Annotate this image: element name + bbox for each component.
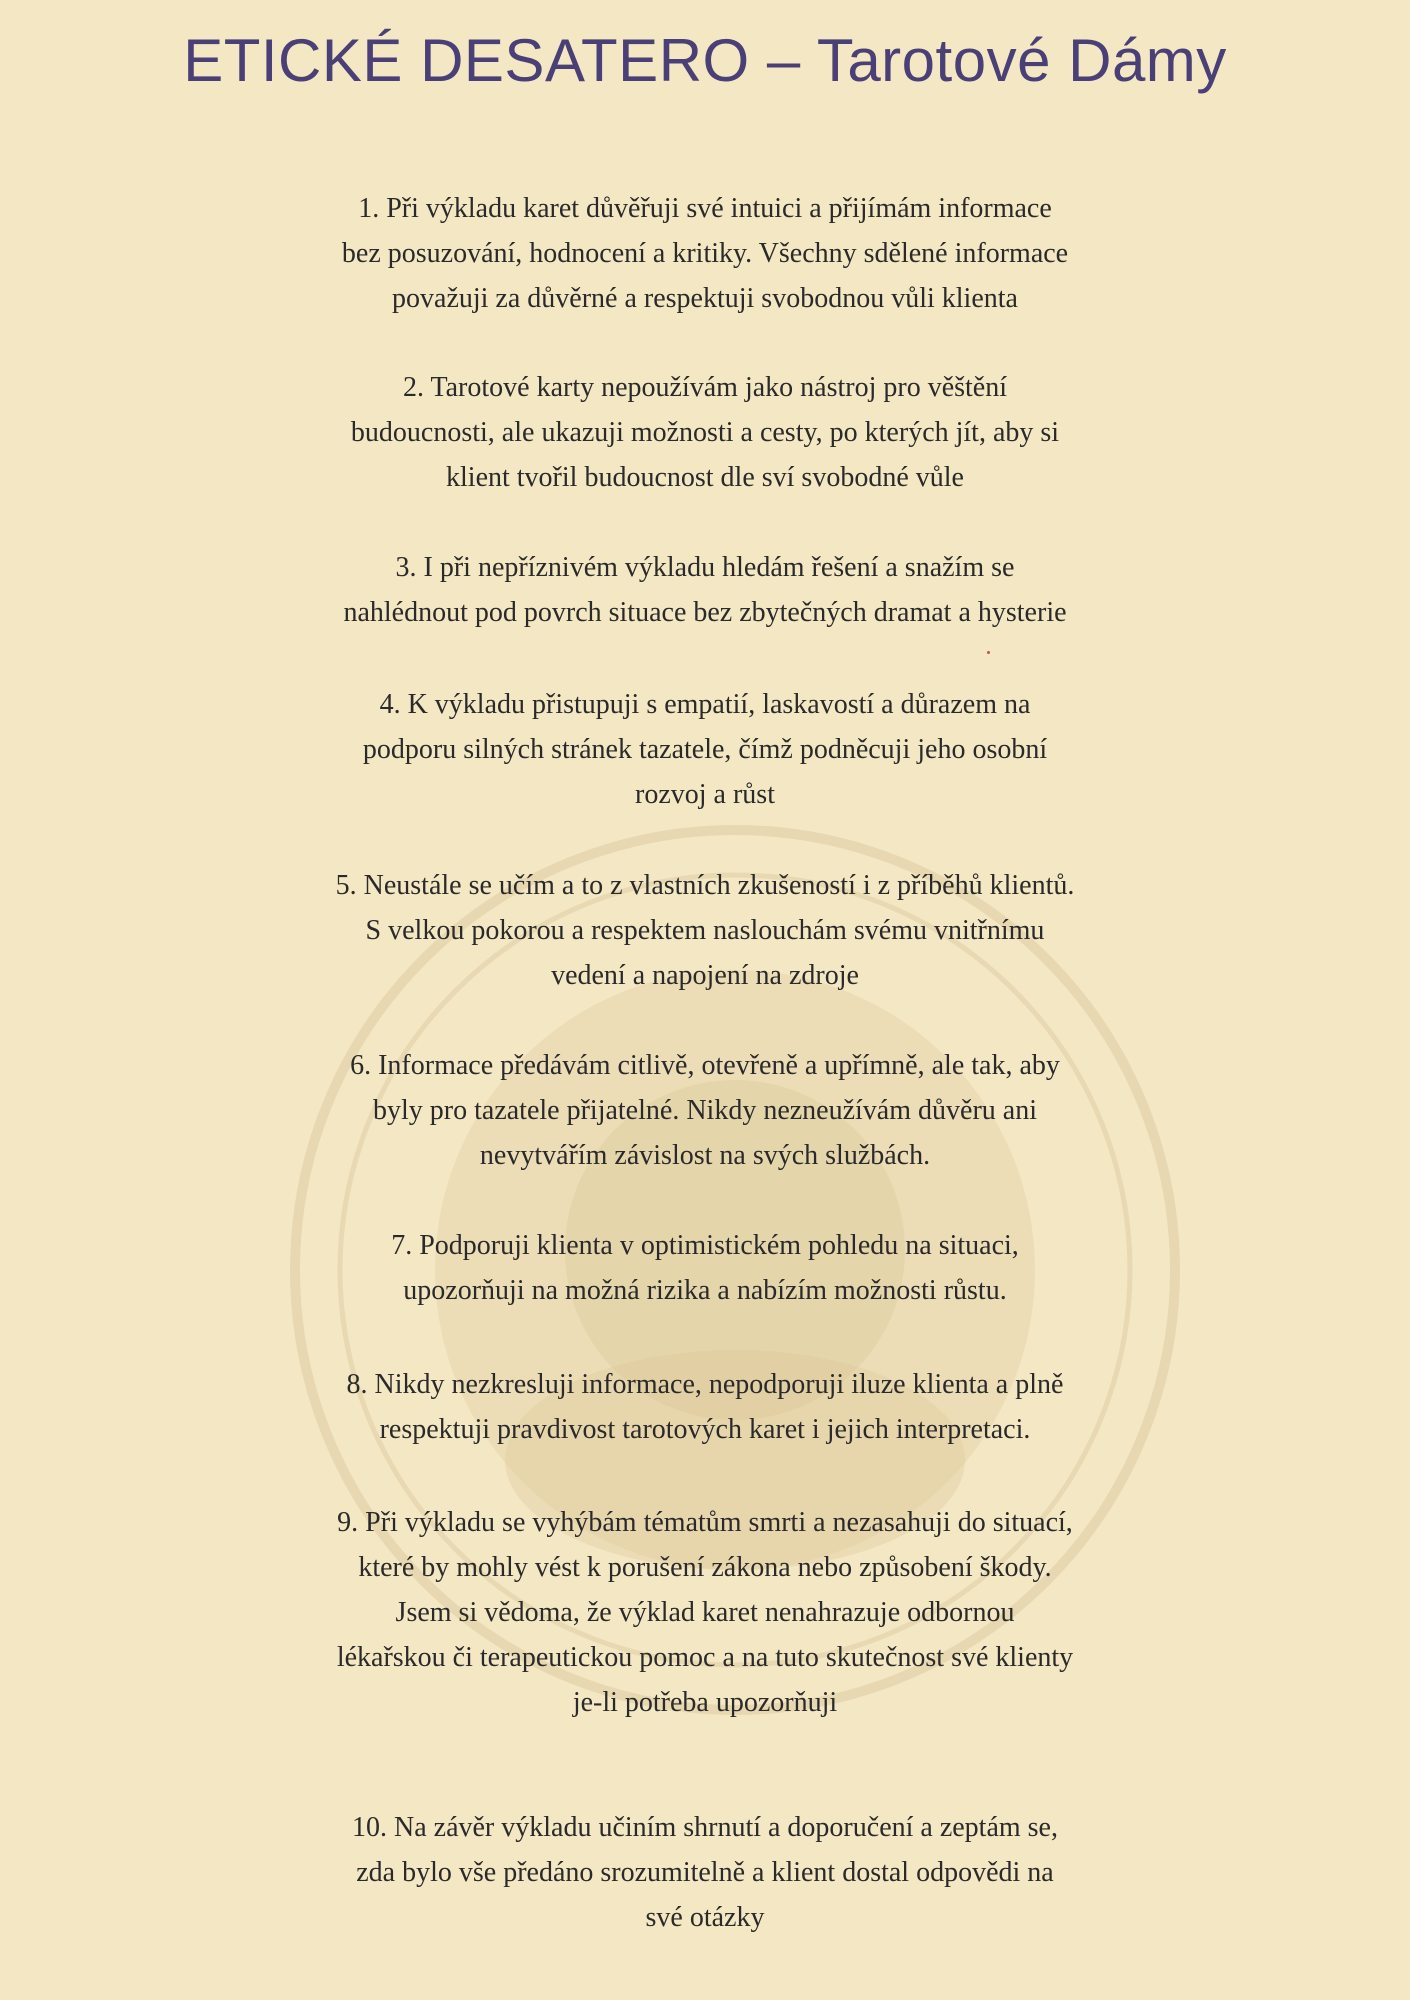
rule-8-line-2: respektuji pravdivost tarotových karet i jejich interpretaci.: [379, 1414, 1031, 1445]
rule-4-line-3: rozvoj a růst: [635, 779, 775, 810]
rule-8-line-1: 8. Nikdy nezkresluji informace, nepodporuji iluze klienta a plně: [346, 1369, 1064, 1400]
rule-5-line-1: 5. Neustále se učím a to z vlastních zkušeností i z příběhů klientů.: [335, 870, 1075, 901]
rule-4-line-2: podporu silných stránek tazatele, čímž podněcuji jeho osobní: [362, 734, 1048, 765]
rule-4-line-1: 4. K výkladu přistupuji s empatií, laskavostí a důrazem na: [379, 689, 1031, 720]
rule-7-line-2: upozorňuji na možná rizika a nabízím možnosti růstu.: [403, 1275, 1007, 1306]
rule-7-line-1: 7. Podporuji klienta v optimistickém pohledu na situaci,: [391, 1230, 1019, 1261]
rule-2-line-2: budoucnosti, ale ukazuji možnosti a cesty, po kterých jít, aby si: [350, 417, 1060, 448]
stray-dot: [987, 651, 990, 654]
page-title: ETICKÉ DESATERO – Tarotové Dámy: [183, 27, 1227, 94]
rule-6: [0, 1043, 1410, 1178]
rule-2: [0, 365, 1410, 500]
rule-10-line-2: zda bylo vše předáno srozumitelně a klient dostal odpovědi na: [356, 1857, 1054, 1888]
rule-9: [0, 1500, 1410, 1725]
rule-9-line-5: je-li potřeba upozorňuji: [572, 1687, 838, 1718]
rule-9-line-4: lékařskou či terapeutickou pomoc a na tuto skutečnost své klienty: [336, 1642, 1074, 1673]
rule-10: [0, 1805, 1410, 1940]
rule-6-line-1: 6. Informace předávám citlivě, otevřeně a upřímně, ale tak, aby: [350, 1050, 1060, 1081]
rule-1-line-3: považuji za důvěrné a respektuji svobodnou vůli klienta: [392, 283, 1018, 314]
rule-1: [0, 186, 1410, 321]
rule-10-line-3: své otázky: [645, 1902, 765, 1933]
rule-1-line-1: 1. Při výkladu karet důvěřuji své intuici a přijímám informace: [358, 193, 1052, 224]
rule-2-line-1: 2. Tarotové karty nepoužívám jako nástroj pro věštění: [402, 372, 1008, 403]
rule-1-line-2: bez posuzování, hodnocení a kritiky. Všechny sdělené informace: [341, 238, 1069, 269]
rule-7: [0, 1223, 1410, 1313]
rule-3: [0, 545, 1410, 635]
rule-3-line-2: nahlédnout pod povrch situace bez zbytečných dramat a hysterie: [343, 597, 1067, 628]
rule-4: [0, 682, 1410, 817]
rule-9-line-3: Jsem si vědoma, že výklad karet nenahrazuje odbornou: [395, 1597, 1015, 1628]
rule-3-line-1: 3. I při nepříznivém výkladu hledám řešení a snažím se: [395, 552, 1015, 583]
rule-5-line-3: vedení a napojení na zdroje: [551, 960, 859, 991]
rule-2-line-3: klient tvořil budoucnost dle sví svobodné vůle: [446, 462, 964, 493]
rule-5: [0, 863, 1410, 998]
rule-9-line-1: 9. Při výkladu se vyhýbám tématům smrti a nezasahuji do situací,: [337, 1507, 1073, 1538]
rule-6-line-2: byly pro tazatele přijatelné. Nikdy nezneužívám důvěru ani: [373, 1095, 1037, 1126]
rule-5-line-2: S velkou pokorou a respektem naslouchám svému vnitřnímu: [365, 915, 1045, 946]
rule-9-line-2: které by mohly vést k porušení zákona nebo způsobení škody.: [358, 1552, 1052, 1583]
rule-6-line-3: nevytvářím závislost na svých službách.: [479, 1140, 931, 1171]
rule-8: [0, 1362, 1410, 1452]
rule-10-line-1: 10. Na závěr výkladu učiním shrnutí a doporučení a zeptám se,: [352, 1812, 1058, 1843]
